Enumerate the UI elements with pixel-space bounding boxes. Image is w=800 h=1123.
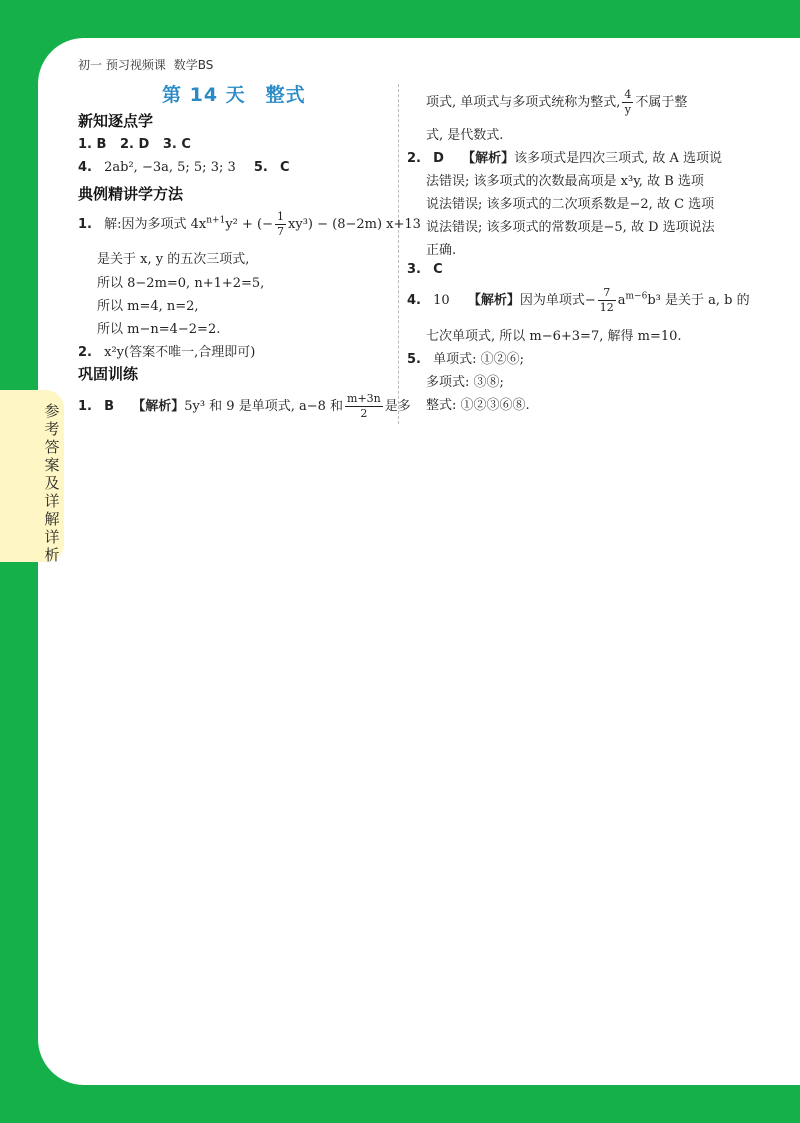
page-title	[162, 80, 306, 107]
r9-a: 10	[433, 293, 450, 308]
section-examples: 典例精讲学方法	[78, 185, 184, 203]
r1-a: 项式, 单项式与多项式统称为整式,	[426, 95, 621, 110]
right-line-3	[407, 147, 722, 166]
nk-q5-ans: C	[280, 160, 290, 175]
pr-q1-b: 是多	[384, 399, 411, 414]
pr-q1-fraction	[345, 392, 383, 421]
right-line-7: 正确.	[426, 243, 457, 258]
right-line-1	[426, 88, 687, 117]
r9-frac-num: 7	[598, 286, 616, 301]
right-line-10: 七次单项式, 所以 m−6+3=7, 解得 m=10.	[426, 329, 682, 344]
right-line-9	[407, 286, 750, 315]
section-new-knowledge: 新知逐点学	[78, 112, 154, 130]
r1-frac-num: 4	[624, 88, 632, 101]
ex-line-6	[78, 341, 255, 360]
pr-q1-frac-num: m+3n	[347, 392, 381, 405]
right-line-11	[407, 348, 524, 367]
r9-d: b³ 是关于 a, b 的	[647, 293, 750, 308]
side-tab-label: 参考答案及详解详析	[44, 402, 60, 564]
ex-q2-text: x²y(答案不唯一,合理即可)	[104, 345, 256, 360]
ex-q1-frac-den: 7	[277, 225, 285, 238]
title-day: 第 14 天	[162, 84, 246, 106]
running-header	[78, 56, 213, 73]
ex-line-3: 所以 8−2m=0, n+1+2=5,	[97, 276, 265, 291]
right-line-13: 整式: ①②③⑥⑧.	[426, 398, 530, 413]
pr-q1-frac-den: 2	[360, 407, 368, 420]
r3-text: 该多项式是四次三项式, 故 A 选项说	[514, 151, 722, 166]
header-course: 预习视频课	[105, 58, 166, 72]
nk-q4-text: 2ab², −3a, 5; 5; 3; 3	[104, 160, 236, 175]
pr-line-1	[78, 392, 411, 421]
r11-num: 5.	[407, 352, 421, 367]
r9-fraction	[598, 286, 616, 315]
ex-line-4: 所以 m=4, n=2,	[97, 299, 199, 314]
ex-q2-num: 2.	[78, 345, 92, 360]
section-practice: 巩固训练	[78, 365, 139, 383]
r3-analysis-label: 【解析】	[462, 151, 515, 166]
right-line-6: 说法错误; 该多项式的常数项是−5, 故 D 选项说法	[426, 220, 715, 235]
r9-sup: m−6	[625, 291, 648, 302]
r1-fraction	[622, 88, 633, 117]
pr-q1-num: 1.	[78, 399, 92, 414]
ex-q1-num: 1.	[78, 217, 92, 232]
ex-q1-frac-num: 1	[277, 210, 285, 223]
r8-ans: C	[433, 262, 443, 277]
title-topic: 整式	[265, 84, 306, 106]
nk-q4-num: 4.	[78, 160, 92, 175]
r9-frac-den: 12	[599, 301, 614, 314]
header-grade: 初一	[78, 58, 103, 72]
right-line-2: 式, 是代数式.	[426, 128, 504, 143]
pr-q1-ans: B	[104, 399, 115, 414]
ex-line-2: 是关于 x, y 的五次三项式,	[97, 252, 250, 267]
header-subject: 数学BS	[173, 58, 214, 72]
ex-line-1	[78, 210, 421, 239]
ex-line-5: 所以 m−n=4−2=2.	[97, 322, 221, 337]
r1-frac-den: y	[624, 103, 632, 116]
right-line-5: 说法错误; 该多项式的二次项系数是−2, 故 C 选项	[426, 197, 715, 212]
nk-line-2	[78, 160, 290, 175]
r3-ans: D	[433, 151, 444, 166]
ex-q1-a: 解:因为多项式 4x	[104, 217, 207, 232]
column-divider	[398, 84, 399, 424]
ex-q1-fraction	[275, 210, 286, 239]
r9-b: 因为单项式−	[519, 293, 596, 308]
pr-q1-analysis-label: 【解析】	[132, 399, 185, 414]
nk-line-1: 1. B 2. D 3. C	[78, 137, 191, 152]
right-line-8	[407, 262, 443, 277]
r11-text: 单项式: ①②⑥;	[433, 352, 525, 367]
r3-num: 2.	[407, 151, 421, 166]
r8-num: 3.	[407, 262, 421, 277]
ex-q1-sup: n+1	[206, 215, 226, 226]
r9-analysis-label: 【解析】	[467, 293, 520, 308]
r1-b: 不属于整	[635, 95, 688, 110]
ex-q1-b: y² + (−	[225, 217, 274, 232]
right-line-12: 多项式: ③⑧;	[426, 375, 504, 390]
r9-num: 4.	[407, 293, 421, 308]
right-line-4: 法错误; 该多项式的次数最高项是 x³y, 故 B 选项	[426, 174, 704, 189]
nk-q5-num: 5.	[253, 160, 268, 175]
pr-q1-a: 5y³ 和 9 是单项式, a−8 和	[184, 399, 344, 414]
r9-c: a	[617, 293, 626, 308]
ex-q1-c: xy³) − (8−2m) x+13	[288, 217, 421, 232]
